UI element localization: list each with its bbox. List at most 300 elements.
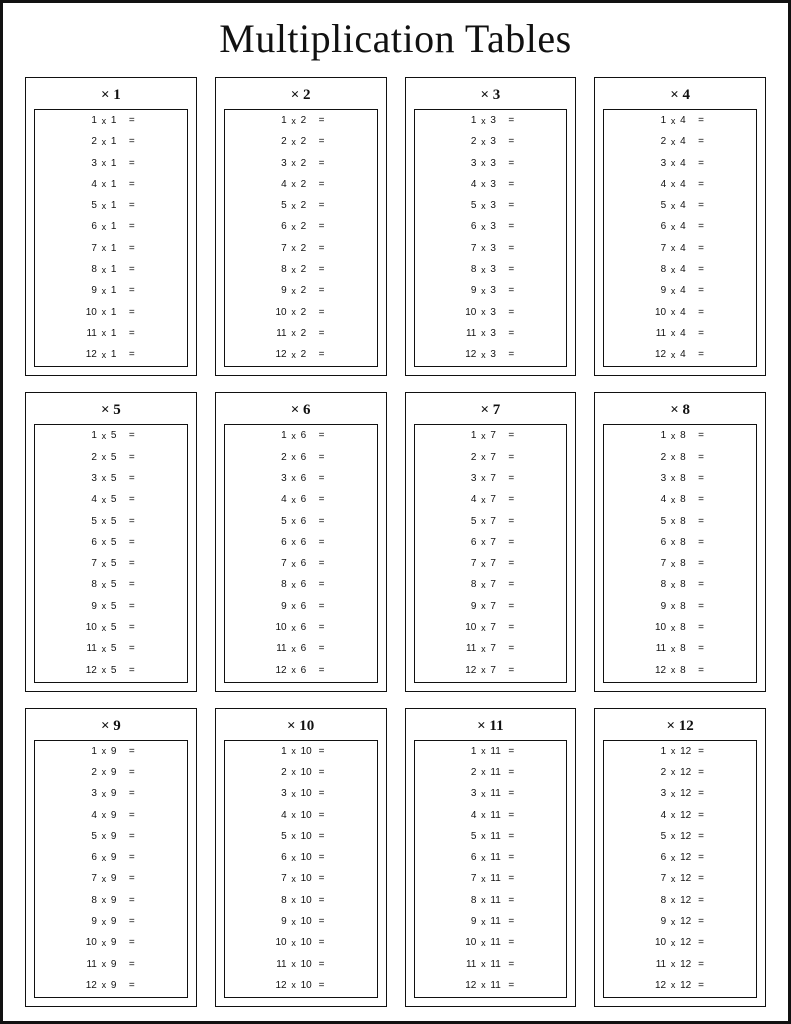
times-symbol: x	[481, 643, 486, 654]
multiplicand: 1	[110, 327, 117, 339]
times-symbol: x	[291, 873, 296, 884]
times-symbol: x	[670, 622, 676, 633]
equals-symbol: =	[128, 515, 135, 527]
table-rows	[603, 109, 757, 367]
multiplier: 10	[465, 937, 477, 949]
times-symbol: x	[670, 285, 676, 296]
times-symbol: x	[481, 537, 486, 548]
equals-symbol: =	[128, 306, 135, 318]
multiplicand: 8	[680, 579, 686, 591]
multiplier: 2	[660, 766, 667, 778]
equals-symbol: =	[318, 327, 325, 339]
equation-row	[225, 644, 377, 654]
multiplier: 5	[470, 830, 477, 842]
equals-symbol: =	[128, 430, 135, 442]
multiplier: 4	[281, 494, 287, 506]
equals-symbol: =	[698, 515, 704, 527]
multiplicand: 8	[680, 430, 686, 442]
multiplier: 6	[91, 536, 97, 548]
times-symbol: x	[291, 200, 296, 211]
times-symbol: x	[670, 136, 676, 147]
multiplier: 3	[660, 788, 667, 800]
equals-symbol: =	[128, 451, 135, 463]
equation-row	[604, 474, 756, 484]
multiplicand: 2	[300, 157, 307, 169]
equals-symbol: =	[318, 937, 325, 949]
equals-symbol: =	[318, 830, 325, 842]
times-symbol: x	[670, 200, 676, 211]
equals-symbol: =	[698, 264, 704, 276]
equation-row	[604, 960, 756, 970]
times-symbol: x	[481, 937, 486, 948]
multiplier: 5	[281, 830, 287, 842]
multiplier: 6	[660, 221, 667, 233]
equals-symbol: =	[318, 873, 325, 885]
equation-row	[35, 666, 187, 676]
equation-row	[604, 853, 756, 863]
times-symbol: x	[291, 601, 296, 612]
multiplicand: 2	[300, 200, 307, 212]
equation-row	[35, 180, 187, 190]
multiplicand: 4	[680, 242, 686, 254]
equals-symbol: =	[128, 178, 135, 190]
multiplicand: 12	[680, 766, 692, 778]
equals-symbol: =	[698, 852, 704, 864]
equals-symbol: =	[128, 242, 135, 254]
multiplicand: 2	[300, 264, 307, 276]
equation-row	[415, 853, 567, 863]
multiplier: 5	[660, 200, 667, 212]
times-symbol: x	[670, 767, 676, 778]
multiplicand: 6	[300, 600, 307, 612]
equation-row	[35, 559, 187, 569]
multiplier: 1	[281, 745, 287, 757]
equation-row	[415, 308, 567, 318]
times-symbol: x	[481, 221, 486, 232]
multiplicand: 11	[490, 979, 501, 991]
multiplicand: 8	[680, 643, 686, 655]
equation-row	[415, 559, 567, 569]
equation-row	[415, 538, 567, 548]
equation-row	[225, 896, 377, 906]
multiplier: 12	[275, 664, 287, 676]
equals-symbol: =	[698, 349, 704, 361]
equation-row	[35, 517, 187, 527]
multiplier: 6	[470, 536, 477, 548]
multiplier: 7	[660, 242, 667, 254]
equals-symbol: =	[318, 958, 325, 970]
times-symbol: x	[481, 200, 486, 211]
times-symbol: x	[101, 788, 107, 799]
equation-row	[35, 853, 187, 863]
equals-symbol: =	[698, 536, 704, 548]
times-symbol: x	[670, 665, 676, 676]
times-symbol: x	[291, 810, 296, 821]
times-symbol: x	[670, 516, 676, 527]
equals-symbol: =	[508, 979, 515, 991]
times-symbol: x	[291, 243, 296, 254]
equals-symbol: =	[698, 306, 704, 318]
multiplicand: 6	[300, 643, 307, 655]
multiplicand: 5	[110, 494, 117, 506]
equation-row	[225, 960, 377, 970]
multiplier: 6	[660, 852, 667, 864]
times-symbol: x	[481, 179, 486, 190]
multiplicand: 10	[300, 852, 312, 864]
equation-row	[225, 832, 377, 842]
multiplicand: 2	[300, 115, 307, 126]
multiplier: 4	[470, 809, 477, 821]
equals-symbol: =	[698, 157, 704, 169]
equation-row	[415, 981, 567, 991]
times-symbol: x	[481, 349, 486, 360]
equation-row	[35, 474, 187, 484]
multiplication-table-card	[25, 392, 197, 691]
times-symbol: x	[481, 746, 486, 757]
multiplier: 11	[276, 958, 287, 970]
multiplicand: 7	[490, 622, 496, 633]
times-symbol: x	[481, 285, 486, 296]
equals-symbol: =	[128, 494, 135, 506]
multiplicand: 7	[490, 600, 496, 612]
multiplier: 10	[655, 306, 667, 318]
multiplicand: 12	[680, 979, 692, 991]
multiplicand: 2	[300, 285, 307, 297]
multiplier: 2	[281, 766, 287, 778]
equation-row	[604, 453, 756, 463]
multiplier: 9	[91, 285, 97, 297]
equation-row	[35, 811, 187, 821]
multiplier: 10	[85, 306, 97, 318]
equation-row	[35, 789, 187, 799]
equation-row	[35, 222, 187, 232]
equals-symbol: =	[318, 242, 325, 254]
equals-symbol: =	[318, 494, 325, 506]
multiplicand: 4	[680, 157, 686, 169]
times-symbol: x	[670, 873, 676, 884]
multiplier: 4	[660, 809, 667, 821]
equals-symbol: =	[128, 221, 135, 233]
multiplier: 9	[470, 916, 477, 928]
multiplier: 2	[91, 136, 97, 148]
multiplier: 1	[470, 745, 477, 757]
multiplier: 1	[660, 430, 667, 442]
multiplicand: 12	[680, 958, 692, 970]
multiplicand: 8	[680, 536, 686, 548]
multiplicand: 4	[680, 200, 686, 212]
times-symbol: x	[291, 937, 296, 948]
multiplier: 6	[91, 852, 97, 864]
multiplicand: 12	[680, 852, 692, 864]
multiplier: 2	[91, 451, 97, 463]
times-symbol: x	[291, 746, 296, 757]
table-rows	[34, 109, 188, 367]
equals-symbol: =	[128, 788, 135, 800]
equals-symbol: =	[128, 873, 135, 885]
equation-row	[415, 832, 567, 842]
equals-symbol: =	[508, 622, 515, 633]
multiplicand: 9	[110, 894, 117, 906]
multiplier: 12	[655, 979, 667, 991]
equals-symbol: =	[508, 536, 515, 548]
times-symbol: x	[101, 452, 107, 463]
multiplicand: 2	[300, 221, 307, 233]
equals-symbol: =	[508, 430, 515, 442]
equation-row	[225, 538, 377, 548]
equation-row	[35, 623, 187, 633]
multiplicand: 4	[680, 115, 686, 126]
equation-row	[225, 666, 377, 676]
equals-symbol: =	[508, 285, 515, 297]
equation-row	[604, 286, 756, 296]
times-symbol: x	[670, 810, 676, 821]
table-rows	[34, 424, 188, 682]
multiplier: 4	[470, 494, 477, 506]
multiplicand: 3	[490, 306, 496, 318]
times-symbol: x	[481, 158, 486, 169]
equation-row	[604, 938, 756, 948]
times-symbol: x	[291, 285, 296, 296]
equals-symbol: =	[698, 285, 704, 297]
equals-symbol: =	[698, 916, 704, 928]
multiplicand: 6	[300, 536, 307, 548]
equation-row	[604, 747, 756, 757]
multiplier: 12	[465, 664, 477, 676]
times-symbol: x	[291, 622, 296, 633]
multiplicand: 2	[300, 327, 307, 339]
times-symbol: x	[291, 516, 296, 527]
equals-symbol: =	[318, 979, 325, 991]
times-symbol: x	[101, 430, 107, 441]
multiplicand: 3	[490, 157, 496, 169]
multiplier: 9	[281, 285, 287, 297]
multiplier: 3	[91, 472, 97, 484]
multiplier: 8	[660, 264, 667, 276]
multiplicand: 11	[490, 894, 501, 906]
times-symbol: x	[101, 601, 107, 612]
multiplication-table-card	[25, 708, 197, 1007]
times-symbol: x	[670, 959, 676, 970]
multiplier: 3	[660, 157, 667, 169]
times-symbol: x	[481, 788, 486, 799]
times-symbol: x	[481, 243, 486, 254]
multiplier: 1	[91, 115, 97, 126]
multiplier: 3	[91, 788, 97, 800]
table-title: × 11	[477, 717, 504, 734]
equals-symbol: =	[508, 136, 515, 148]
multiplier: 12	[465, 349, 477, 361]
equals-symbol: =	[318, 643, 325, 655]
equation-row	[415, 874, 567, 884]
equation-row	[225, 517, 377, 527]
equation-row	[604, 917, 756, 927]
times-symbol: x	[670, 537, 676, 548]
equals-symbol: =	[318, 622, 325, 633]
equals-symbol: =	[698, 579, 704, 591]
equals-symbol: =	[698, 766, 704, 778]
multiplier: 12	[655, 664, 667, 676]
equation-row	[35, 981, 187, 991]
multiplier: 7	[470, 873, 477, 885]
times-symbol: x	[101, 746, 107, 757]
equation-row	[415, 244, 567, 254]
multiplier: 12	[275, 349, 287, 361]
multiplicand: 8	[680, 451, 686, 463]
equals-symbol: =	[318, 788, 325, 800]
multiplicand: 12	[680, 830, 692, 842]
multiplicand: 12	[680, 873, 692, 885]
equals-symbol: =	[128, 536, 135, 548]
equals-symbol: =	[128, 643, 135, 655]
multiplier: 10	[275, 622, 287, 633]
multiplication-table-card	[215, 392, 387, 691]
equation-row	[35, 244, 187, 254]
times-symbol: x	[101, 115, 107, 126]
table-rows	[224, 424, 378, 682]
equation-row	[415, 137, 567, 147]
multiplier: 8	[91, 579, 97, 591]
equation-row	[415, 938, 567, 948]
multiplier: 10	[85, 622, 97, 633]
equals-symbol: =	[508, 327, 515, 339]
equation-row	[35, 917, 187, 927]
equation-row	[415, 789, 567, 799]
multiplier: 4	[281, 178, 287, 190]
table-title: × 8	[670, 402, 691, 419]
multiplier: 3	[281, 157, 287, 169]
table-rows	[34, 740, 188, 998]
multiplication-table-card	[405, 392, 577, 691]
equals-symbol: =	[128, 852, 135, 864]
multiplicand: 9	[110, 830, 117, 842]
equals-symbol: =	[318, 136, 325, 148]
equals-symbol: =	[508, 306, 515, 318]
times-symbol: x	[101, 136, 107, 147]
multiplier: 7	[470, 558, 477, 570]
multiplier: 1	[660, 745, 667, 757]
multiplier: 8	[660, 579, 667, 591]
equals-symbol: =	[128, 157, 135, 169]
equation-row	[415, 201, 567, 211]
equals-symbol: =	[318, 200, 325, 212]
equation-row	[415, 623, 567, 633]
multiplier: 10	[275, 306, 287, 318]
equation-row	[35, 116, 187, 126]
times-symbol: x	[101, 328, 107, 339]
equation-row	[225, 938, 377, 948]
equation-row	[415, 517, 567, 527]
times-symbol: x	[291, 430, 296, 441]
equation-row	[35, 329, 187, 339]
equation-row	[225, 495, 377, 505]
multiplicand: 5	[110, 472, 117, 484]
equation-row	[225, 981, 377, 991]
times-symbol: x	[101, 200, 107, 211]
equation-row	[415, 329, 567, 339]
times-symbol: x	[481, 873, 486, 884]
equation-row	[35, 265, 187, 275]
equation-row	[415, 350, 567, 360]
equals-symbol: =	[128, 937, 135, 949]
multiplier: 9	[91, 600, 97, 612]
equation-row	[35, 159, 187, 169]
multiplier: 9	[91, 916, 97, 928]
multiplier: 12	[85, 664, 97, 676]
times-symbol: x	[101, 349, 107, 360]
multiplicand: 4	[680, 306, 686, 318]
times-symbol: x	[291, 115, 296, 126]
multiplier: 1	[470, 115, 477, 126]
equals-symbol: =	[508, 451, 515, 463]
multiplicand: 7	[490, 664, 496, 676]
multiplicand: 5	[110, 600, 117, 612]
multiplicand: 1	[110, 306, 117, 318]
multiplicand: 9	[110, 745, 117, 757]
equation-row	[35, 938, 187, 948]
equals-symbol: =	[698, 115, 704, 126]
multiplier: 1	[660, 115, 667, 126]
equals-symbol: =	[508, 178, 515, 190]
equation-row	[604, 350, 756, 360]
equals-symbol: =	[698, 136, 704, 148]
equation-row	[225, 308, 377, 318]
equation-row	[604, 623, 756, 633]
equals-symbol: =	[508, 579, 515, 591]
equation-row	[225, 917, 377, 927]
multiplicand: 11	[490, 873, 501, 885]
equals-symbol: =	[318, 306, 325, 318]
multiplier: 8	[660, 894, 667, 906]
times-symbol: x	[670, 746, 676, 757]
times-symbol: x	[101, 537, 107, 548]
equals-symbol: =	[128, 830, 135, 842]
multiplier: 12	[275, 979, 287, 991]
equation-row	[604, 308, 756, 318]
equals-symbol: =	[698, 558, 704, 570]
equals-symbol: =	[698, 242, 704, 254]
equation-row	[35, 350, 187, 360]
times-symbol: x	[670, 916, 676, 927]
multiplier: 11	[86, 643, 97, 655]
multiplier: 9	[660, 916, 667, 928]
multiplier: 9	[281, 600, 287, 612]
multiplicand: 8	[680, 472, 686, 484]
equation-row	[604, 222, 756, 232]
multiplier: 6	[470, 221, 477, 233]
multiplier: 5	[281, 200, 287, 212]
multiplicand: 7	[490, 643, 496, 655]
equals-symbol: =	[508, 809, 515, 821]
table-title: × 3	[480, 87, 501, 103]
multiplier: 8	[470, 894, 477, 906]
times-symbol: x	[101, 622, 107, 633]
equals-symbol: =	[128, 285, 135, 297]
equation-row	[225, 623, 377, 633]
equation-row	[35, 874, 187, 884]
multiplicand: 6	[300, 622, 307, 633]
equals-symbol: =	[128, 766, 135, 778]
times-symbol: x	[481, 264, 486, 275]
equation-row	[604, 329, 756, 339]
equals-symbol: =	[128, 622, 135, 633]
multiplier: 8	[281, 264, 287, 276]
times-symbol: x	[481, 558, 486, 569]
times-symbol: x	[101, 767, 107, 778]
multiplicand: 5	[110, 643, 117, 655]
multiplicand: 3	[490, 242, 496, 254]
times-symbol: x	[481, 328, 486, 339]
equation-row	[415, 917, 567, 927]
